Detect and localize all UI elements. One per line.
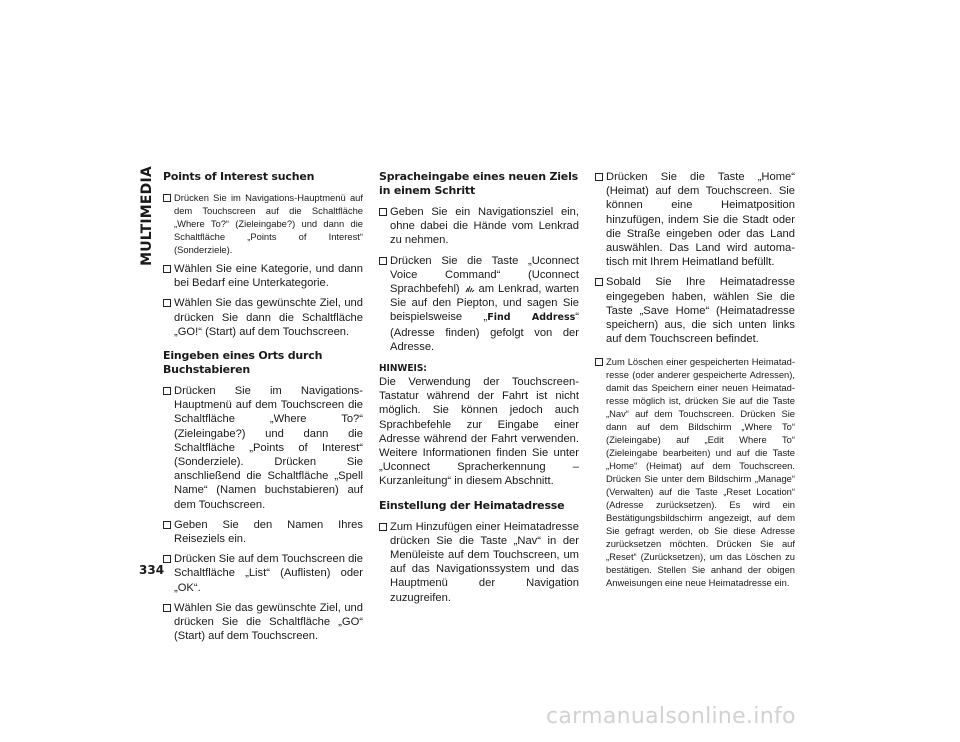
checkbox-bullet-icon bbox=[379, 257, 387, 265]
checkbox-bullet-icon bbox=[595, 278, 603, 286]
checkbox-bullet-icon bbox=[163, 387, 171, 395]
checkbox-bullet-icon bbox=[163, 194, 171, 202]
list-item: Drücken Sie im Navigations-Hauptmenü auf dem Touchscreen die Schaltfläche „Where To?“ (Zieleingabe?) und dann die Schaltfläche „Points of Interest“ (Sonderziele). Drücken Sie anschließend die Schaltfläche „Spell Name“ (Namen buchstabieren) auf dem Touchscreen. bbox=[163, 384, 363, 512]
checkbox-bullet-icon bbox=[163, 555, 171, 563]
column-1 bbox=[163, 170, 363, 649]
checkbox-bullet-icon bbox=[163, 521, 171, 529]
note-label: HINWEIS: bbox=[379, 363, 427, 375]
section-tab bbox=[139, 166, 155, 266]
section-tab-label: MULTIMEDIA bbox=[139, 166, 155, 266]
list-item: Drücken Sie die Taste „Uconnect Voice Command“ (Uconnect Sprachbefehl) am Lenkrad, warten Sie auf den Piepton, und sagen Sie beispielsweise „Find Address“ (Adresse finden) gefolgt von der Adresse. bbox=[379, 254, 579, 354]
checkbox-bullet-icon bbox=[595, 173, 603, 181]
voice-command-icon bbox=[464, 284, 475, 293]
checkbox-bullet-icon bbox=[379, 523, 387, 531]
list-item: Wählen Sie das gewünschte Ziel, und drücken Sie dann die Schaltfläche „GO!“ (Start) auf dem Touchscreen. bbox=[163, 296, 363, 339]
list-item: Geben Sie ein Navigationsziel ein, ohne dabei die Hände vom Lenkrad zu nehmen. bbox=[379, 205, 579, 248]
heading-spell: Eingeben eines Orts durch Buchstabieren bbox=[163, 349, 323, 377]
list-item: Drücken Sie im Navigations-Hauptmenü auf dem Touchscreen auf die Schaltfläche „Where To?“ (Zieleingabe?) und dann die Schaltfläche „Points of Interest“ (Sonderziele). bbox=[163, 191, 363, 256]
checkbox-bullet-icon bbox=[595, 358, 603, 366]
note-text: Die Verwendung der Touchscreen-Tastatur während der Fahrt ist nicht möglich. Sie können jedoch auch Sprachbefehle zur Eingabe einer Adresse während der Fahrt verwenden. Weitere Informationen finden Sie unter „Uconnect Spracherkennung – Kurzanleitung“ in diesem Abschnitt. bbox=[379, 376, 579, 488]
checkbox-bullet-icon bbox=[163, 604, 171, 612]
list-item: Wählen Sie das gewünschte Ziel, und drücken Sie die Schaltfläche „GO“ (Start) auf dem Touchscreen. bbox=[163, 601, 363, 644]
heading-poi: Points of Interest suchen bbox=[163, 170, 315, 183]
column-3 bbox=[595, 170, 795, 595]
list-item: Wählen Sie eine Kategorie, und dann bei Bedarf eine Unterkategorie. bbox=[163, 262, 363, 290]
list-item: Drücken Sie die Taste „Home“ (Heimat) auf dem Touchscreen. Sie können eine Heimatposition hinzufügen, indem Sie die Stadt oder die Straße eingeben oder das Land auswählen. Das Land wird automatisch mit Ihrem Heimatland befüllt. bbox=[595, 170, 795, 269]
page-number: 334 bbox=[139, 563, 165, 577]
list-item: Drücken Sie auf dem Touchscreen die Schaltfläche „List“ (Auflisten) oder „OK“. bbox=[163, 552, 363, 595]
heading-home: Einstellung der Heimatadresse bbox=[379, 498, 565, 512]
checkbox-bullet-icon bbox=[163, 299, 171, 307]
list-item: Sobald Sie Ihre Heimatadresse eingegeben haben, wählen Sie die Taste „Save Home“ (Heimatadresse speichern) aus, die sich unten links auf dem Touchscreen befindet. bbox=[595, 275, 795, 346]
heading-voice: Spracheingabe eines neuen Ziels in einem Schritt bbox=[379, 170, 578, 197]
watermark: carmanualsonline.info bbox=[546, 704, 796, 729]
list-item: Zum Löschen einer gespeicherten Heimatadresse (oder anderer gespeicherte Adressen), damit das Speichern einer neuen Heimatadresse möglich ist, drücken Sie auf die Taste „Nav“ auf dem Touchscreen. Drücken Sie dann auf dem Bildschirm „Where To“ (Zieleingabe) auf „Edit Where To“ (Zieleingabe bearbeiten) und auf die Taste „Home“ (Heimat) auf dem Touchscreen. Drücken Sie unter dem Bildschirm „Manage“ (Verwalten) auf die Taste „Reset Location“ (Adresse zurücksetzen). Es wird ein Bestätigungsbildschirm angezeigt, auf dem Sie gefragt werden, ob Sie diese Adresse zurücksetzen möchten. Drücken Sie auf „Reset“ (Zurücksetzen), um das Löschen zu bestätigen. Stellen Sie anhand der obigen Anweisungen eine neue Heimatadresse ein. bbox=[595, 355, 795, 589]
list-item: Zum Hinzufügen einer Heimatadresse drücken Sie die Taste „Nav“ in der Menüleiste auf dem Touchscreen, um auf das Navigationssystem und das Hauptmenü der Navigation zuzugreifen. bbox=[379, 520, 579, 605]
list-item: Geben Sie den Namen Ihres Reiseziels ein. bbox=[163, 518, 363, 546]
checkbox-bullet-icon bbox=[163, 265, 171, 273]
column-2 bbox=[379, 170, 579, 611]
checkbox-bullet-icon bbox=[379, 208, 387, 216]
